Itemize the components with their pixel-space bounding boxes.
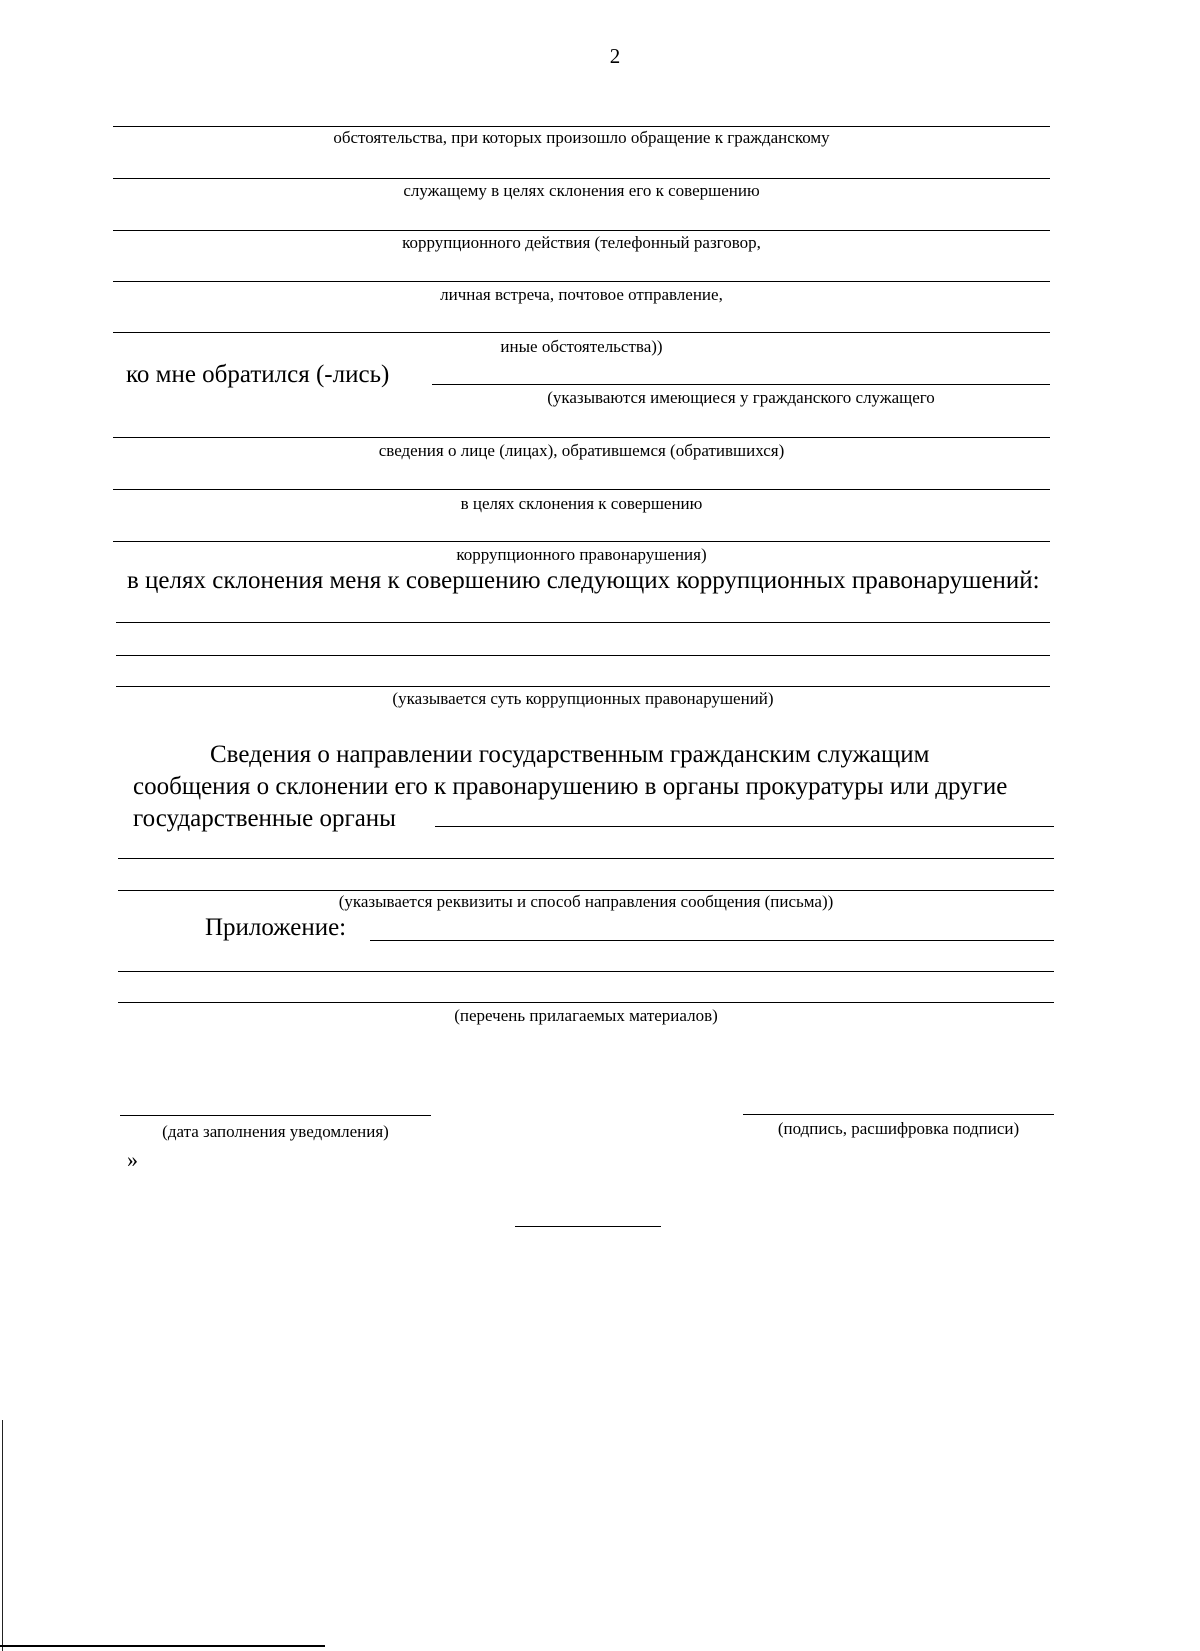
- caption-circumstances-5: иные обстоятельства)): [500, 337, 663, 356]
- field-line-circumstances-1[interactable]: [113, 126, 1050, 127]
- caption-circumstances-4: личная встреча, почтовое отправление,: [440, 285, 723, 304]
- info-rest: направлении государственным гражданским служащим: [336, 741, 930, 768]
- caption-requisites: (указывается реквизиты и способ направления сообщения (письма)): [338, 892, 834, 911]
- field-line-appendix[interactable]: [370, 940, 1054, 941]
- caption-signature: (подпись, расшифровка подписи): [777, 1119, 1020, 1138]
- field-line-contacted[interactable]: [432, 384, 1050, 385]
- caption-person-1: (указываются имеющиеся у гражданского служащего: [547, 388, 935, 407]
- field-line-requisites-1[interactable]: [118, 858, 1054, 859]
- caption-date: (дата заполнения уведомления): [162, 1122, 389, 1141]
- info-line-2: сообщения о склонении его к правонарушению в органы прокуратуры или другие: [133, 773, 1008, 800]
- page-number: 2: [609, 44, 621, 68]
- field-line-organs[interactable]: [435, 826, 1054, 827]
- info-word-1: Сведения: [210, 741, 312, 768]
- purpose-text: в целях склонения меня к совершению следующих коррупционных правонарушений:: [127, 567, 1040, 594]
- info-line-1: [133, 739, 1098, 771]
- field-line-signature[interactable]: [743, 1114, 1054, 1115]
- field-line-person-4[interactable]: [113, 541, 1050, 542]
- appendix-label: Приложение:: [205, 914, 347, 941]
- field-line-circumstances-2[interactable]: [113, 178, 1050, 179]
- field-line-person-2[interactable]: [113, 437, 1050, 438]
- field-line-date[interactable]: [120, 1115, 431, 1116]
- contacted-label: ко мне обратился (-лись): [126, 361, 390, 388]
- closing-quote: »: [127, 1147, 138, 1172]
- info-word-2: о: [317, 741, 330, 768]
- field-line-circumstances-5[interactable]: [113, 332, 1050, 333]
- field-line-essence-3[interactable]: [116, 686, 1050, 687]
- caption-person-2: сведения о лице (лицах), обратившемся (обратившихся): [378, 441, 785, 460]
- caption-circumstances-2: служащему в целях склонения его к совершению: [403, 181, 760, 200]
- scan-edge-bottom: [0, 1645, 325, 1647]
- info-paragraph: [133, 739, 1098, 835]
- caption-circumstances-1: обстоятельства, при которых произошло обращение к гражданскому: [333, 128, 830, 147]
- field-line-attachments-2[interactable]: [118, 1002, 1054, 1003]
- caption-essence: (указывается суть коррупционных правонарушений): [392, 689, 774, 708]
- caption-attachments: (перечень прилагаемых материалов): [454, 1006, 718, 1025]
- field-line-essence-1[interactable]: [116, 622, 1050, 623]
- field-line-person-3[interactable]: [113, 489, 1050, 490]
- end-rule: [515, 1226, 661, 1227]
- caption-person-4: коррупционного правонарушения): [456, 545, 707, 564]
- info-line-3: государственные органы: [133, 805, 396, 832]
- field-line-circumstances-3[interactable]: [113, 230, 1050, 231]
- field-line-attachments-1[interactable]: [118, 971, 1054, 972]
- field-line-requisites-2[interactable]: [118, 890, 1054, 891]
- caption-circumstances-3: коррупционного действия (телефонный разговор,: [402, 233, 761, 252]
- caption-person-3: в целях склонения к совершению: [460, 494, 703, 513]
- field-line-essence-2[interactable]: [116, 655, 1050, 656]
- scan-edge-left: [2, 1420, 3, 1651]
- field-line-circumstances-4[interactable]: [113, 281, 1050, 282]
